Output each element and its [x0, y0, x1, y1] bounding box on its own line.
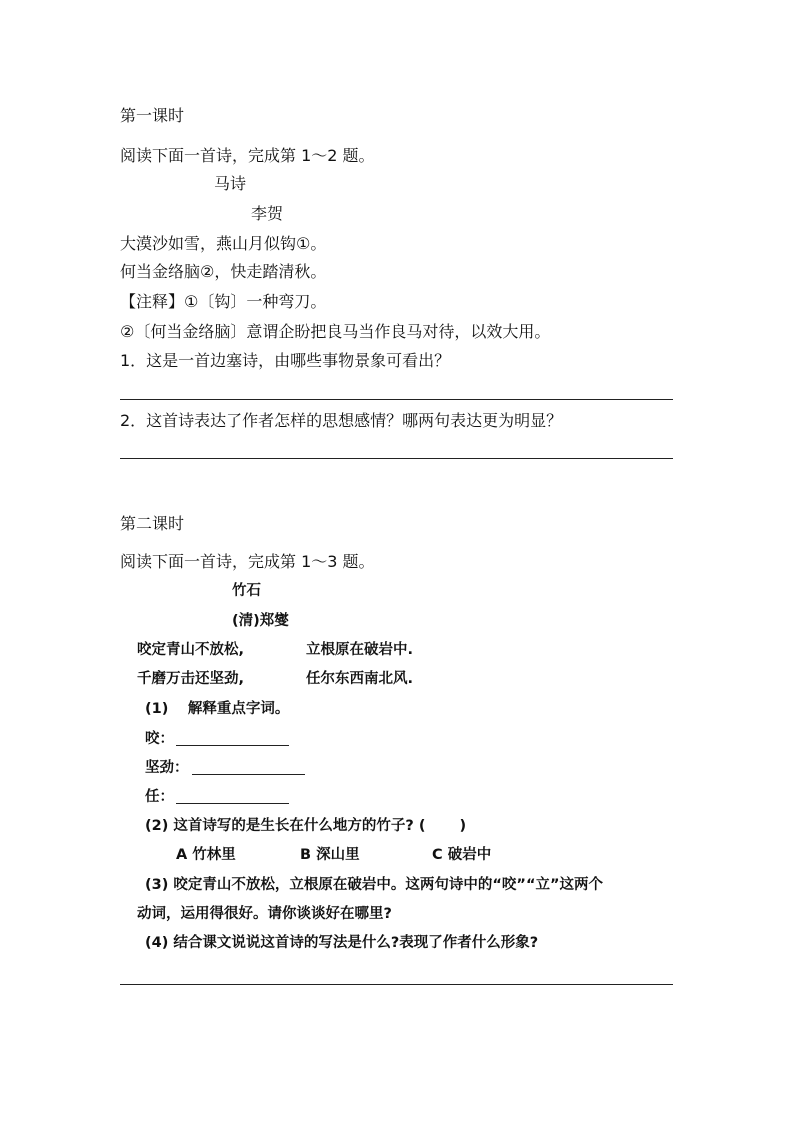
lesson2-question-1: (1) 解释重点字词。 — [145, 701, 290, 717]
poem2-line-2-left: 千磨万击还坚劲, — [137, 671, 245, 687]
lesson1-question-1: 1．这是一首边塞诗，由哪些事物景象可看出？ — [120, 351, 451, 370]
lesson1-heading: 第一课时 — [120, 106, 185, 125]
word-answer-ren[interactable] — [176, 803, 289, 804]
answer-line-q1[interactable] — [120, 399, 673, 400]
poem1-title: 马诗 — [214, 174, 247, 193]
lesson2-question-3-line-2: 动词，运用得很好。请你谈谈好在哪里? — [137, 906, 392, 922]
word-label-jianjin: 坚劲： — [145, 760, 189, 776]
option-a[interactable]: A 竹林里 — [176, 847, 236, 863]
poem2-title: 竹石 — [232, 583, 261, 599]
lesson2-heading: 第二课时 — [120, 514, 185, 533]
word-answer-yao[interactable] — [176, 745, 289, 746]
lesson1-question-2: 2．这首诗表达了作者怎样的思想感情？哪两句表达更为明显？ — [120, 411, 563, 430]
poem2-author: (清)郑燮 — [232, 613, 289, 629]
word-label-yao: 咬： — [145, 731, 174, 747]
poem2-line-2-right: 任尔东西南北风. — [306, 671, 414, 687]
lesson2-question-4: (4) 结合课文说说这首诗的写法是什么?表现了作者什么形象? — [145, 935, 539, 951]
poem1-note-2: ②〔何当金络脑〕意谓企盼把良马当作良马对待，以效大用。 — [120, 322, 551, 341]
word-label-ren: 任： — [145, 789, 174, 805]
poem1-author: 李贺 — [251, 204, 284, 223]
lesson2-question-2: (2) 这首诗写的是生长在什么地方的竹子? ( ) — [145, 818, 467, 834]
word-answer-jianjin[interactable] — [192, 774, 305, 775]
answer-line-q4[interactable] — [120, 984, 673, 985]
option-c[interactable]: C 破岩中 — [432, 847, 492, 863]
lesson2-instruction: 阅读下面一首诗，完成第 1～3 题。 — [120, 552, 375, 571]
option-b[interactable]: B 深山里 — [300, 847, 360, 863]
answer-line-q2[interactable] — [120, 458, 673, 459]
lesson1-instruction: 阅读下面一首诗，完成第 1～2 题。 — [120, 146, 375, 165]
poem2-line-1-right: 立根原在破岩中. — [306, 642, 414, 658]
poem1-line-1: 大漠沙如雪，燕山月似钩①。 — [120, 234, 327, 253]
poem1-note-1: 【注释】①〔钩〕一种弯刀。 — [120, 292, 327, 311]
lesson2-question-3-line-1: (3) 咬定青山不放松，立根原在破岩中。这两句诗中的“咬”“立”这两个 — [145, 877, 604, 893]
poem1-line-2: 何当金络脑②，快走踏清秋。 — [120, 262, 327, 281]
poem2-line-1-left: 咬定青山不放松, — [137, 642, 245, 658]
